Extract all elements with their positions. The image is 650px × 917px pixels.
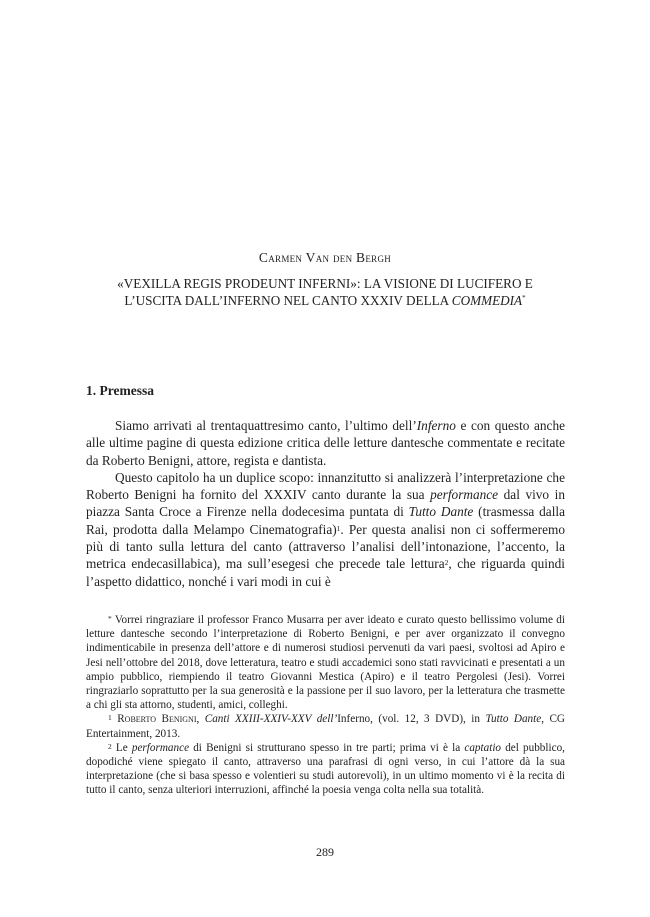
footnote-1-mark: 1 (108, 713, 112, 723)
footnote-1-author: Roberto Benigni (117, 713, 197, 726)
author-name: Carmen Van den Bergh (258, 250, 392, 265)
footnotes (86, 613, 565, 798)
page-number: 289 (316, 845, 334, 859)
section-heading: 1. Premessa (86, 383, 154, 398)
p2-italic-1: performance (430, 487, 499, 503)
title-line-2: L’USCITA DALL’INFERNO NEL CANTO XXXIV DELLA (124, 293, 452, 308)
footnote-1-text-b: , CG Entertainment, 2013. (86, 713, 566, 740)
footnote-2-italic-1: performance (131, 741, 190, 754)
p2-text-d: . Per questa analisi non ci soffermeremo più di tanto sulla lettura del canto (attraverso l’analisi dell’intonazione, l’accento, la metrica endecasillabica), ma sull’esegesi che precede tale lettura (86, 521, 565, 572)
footnote-1-italic: Canti XXIII-XXIV-XXV dell’ (204, 713, 338, 726)
footnote-1 (86, 712, 565, 740)
footnote-2-text-b: di Benigni si strutturano spesso in tre parti; prima vi è la (189, 741, 465, 754)
body-text (86, 417, 565, 590)
paragraph-1 (86, 417, 565, 469)
footnote-1-text-a: , (vol. 12, 3 DVD), in (370, 713, 486, 726)
p2-text-a: Questo capitolo ha un duplice scopo: innanzitutto si analizzerà l’interpretazione che Roberto Benigni ha fornito del XXXIV canto durante la sua (86, 469, 565, 503)
footnote-1-comma: , (196, 713, 205, 726)
title-line-1: «VEXILLA REGIS PRODEUNT INFERNI»: LA VISIONE DI LUCIFERO E (117, 276, 533, 291)
footnote-2-text-a: Le (111, 741, 132, 754)
footnote-star-mark: * (108, 614, 112, 623)
p1-text-a: Siamo arrivati al trentaquattresimo canto, l’ultimo dell’ (115, 418, 417, 433)
p2-italic-2: Tutto Dante (408, 504, 474, 520)
chapter-title (85, 275, 565, 309)
footnote-1-italic-2: Tutto Dante (485, 713, 542, 726)
footnote-2-italic-2: captatio (464, 741, 502, 754)
p1-italic: Inferno (416, 418, 456, 433)
footnote-star (86, 613, 565, 712)
footnote-ref-1: 1 (336, 523, 341, 533)
footnote-2 (86, 741, 565, 798)
footnote-2-mark: 2 (108, 741, 112, 751)
footnote-ref-2: 2 (444, 558, 449, 568)
p2-text-e: , che riguarda quindi l’aspetto didattico, nonché i vari modi in cui è (86, 556, 565, 589)
p2-text-c: (trasmessa dalla Rai, prodotta dalla Melampo Cinematografia) (86, 504, 565, 537)
title-footnote-mark: * (522, 294, 526, 302)
footnote-2-text-c: del pubblico, dopodiché viene spiegato il canto, attraverso una parafrasi di ogni verso, in cui l’attore dà la sua interpretazione (che si basa spesso e volentieri su studi autorevoli), in un ultimo momento vi è la recita di tutto il canto, senza ulteriori interruzioni, affinché la poesia venga colta nella sua totalità. (86, 741, 565, 797)
paragraph-2 (86, 469, 565, 590)
footnote-1-roman: Inferno (337, 713, 371, 726)
title-italic: COMMEDIA (451, 293, 523, 308)
p2-text-b: dal vivo in piazza Santa Croce a Firenze nella dodecesima puntata di (86, 487, 565, 520)
p1-text-b: e con questo anche alle ultime pagine di questa edizione critica delle letture dantesche commentate e recitate da Roberto Benigni, attore, regista e dantista. (86, 418, 565, 468)
footnote-star-text: Vorrei ringraziare il professor Franco Musarra per aver ideato e curato questo bellissimo volume di letture dantesche secondo l’interpretazione di Roberto Benigni, e per aver organizzato il convegno indimenticabile in presenza dell’attore e di numerosi studiosi pervenuti da vari paesi, svoltosi ad Apiro e Jesi nell’ottobre del 2018, dove letteratura, teatro e studi accademici sono stati ravvicinati e presentati a un ampio pubblico, riempiendo il teatro Giovanni Mestica (Apiro) e il teatro Pergolesi (Jesi). Vorrei ringraziarlo soprattutto per la sua generosità e la passione per il suo lavoro, per la letteratura che trasmette a chi gli sta attorno, studenti, amici, colleghi. (86, 614, 565, 712)
